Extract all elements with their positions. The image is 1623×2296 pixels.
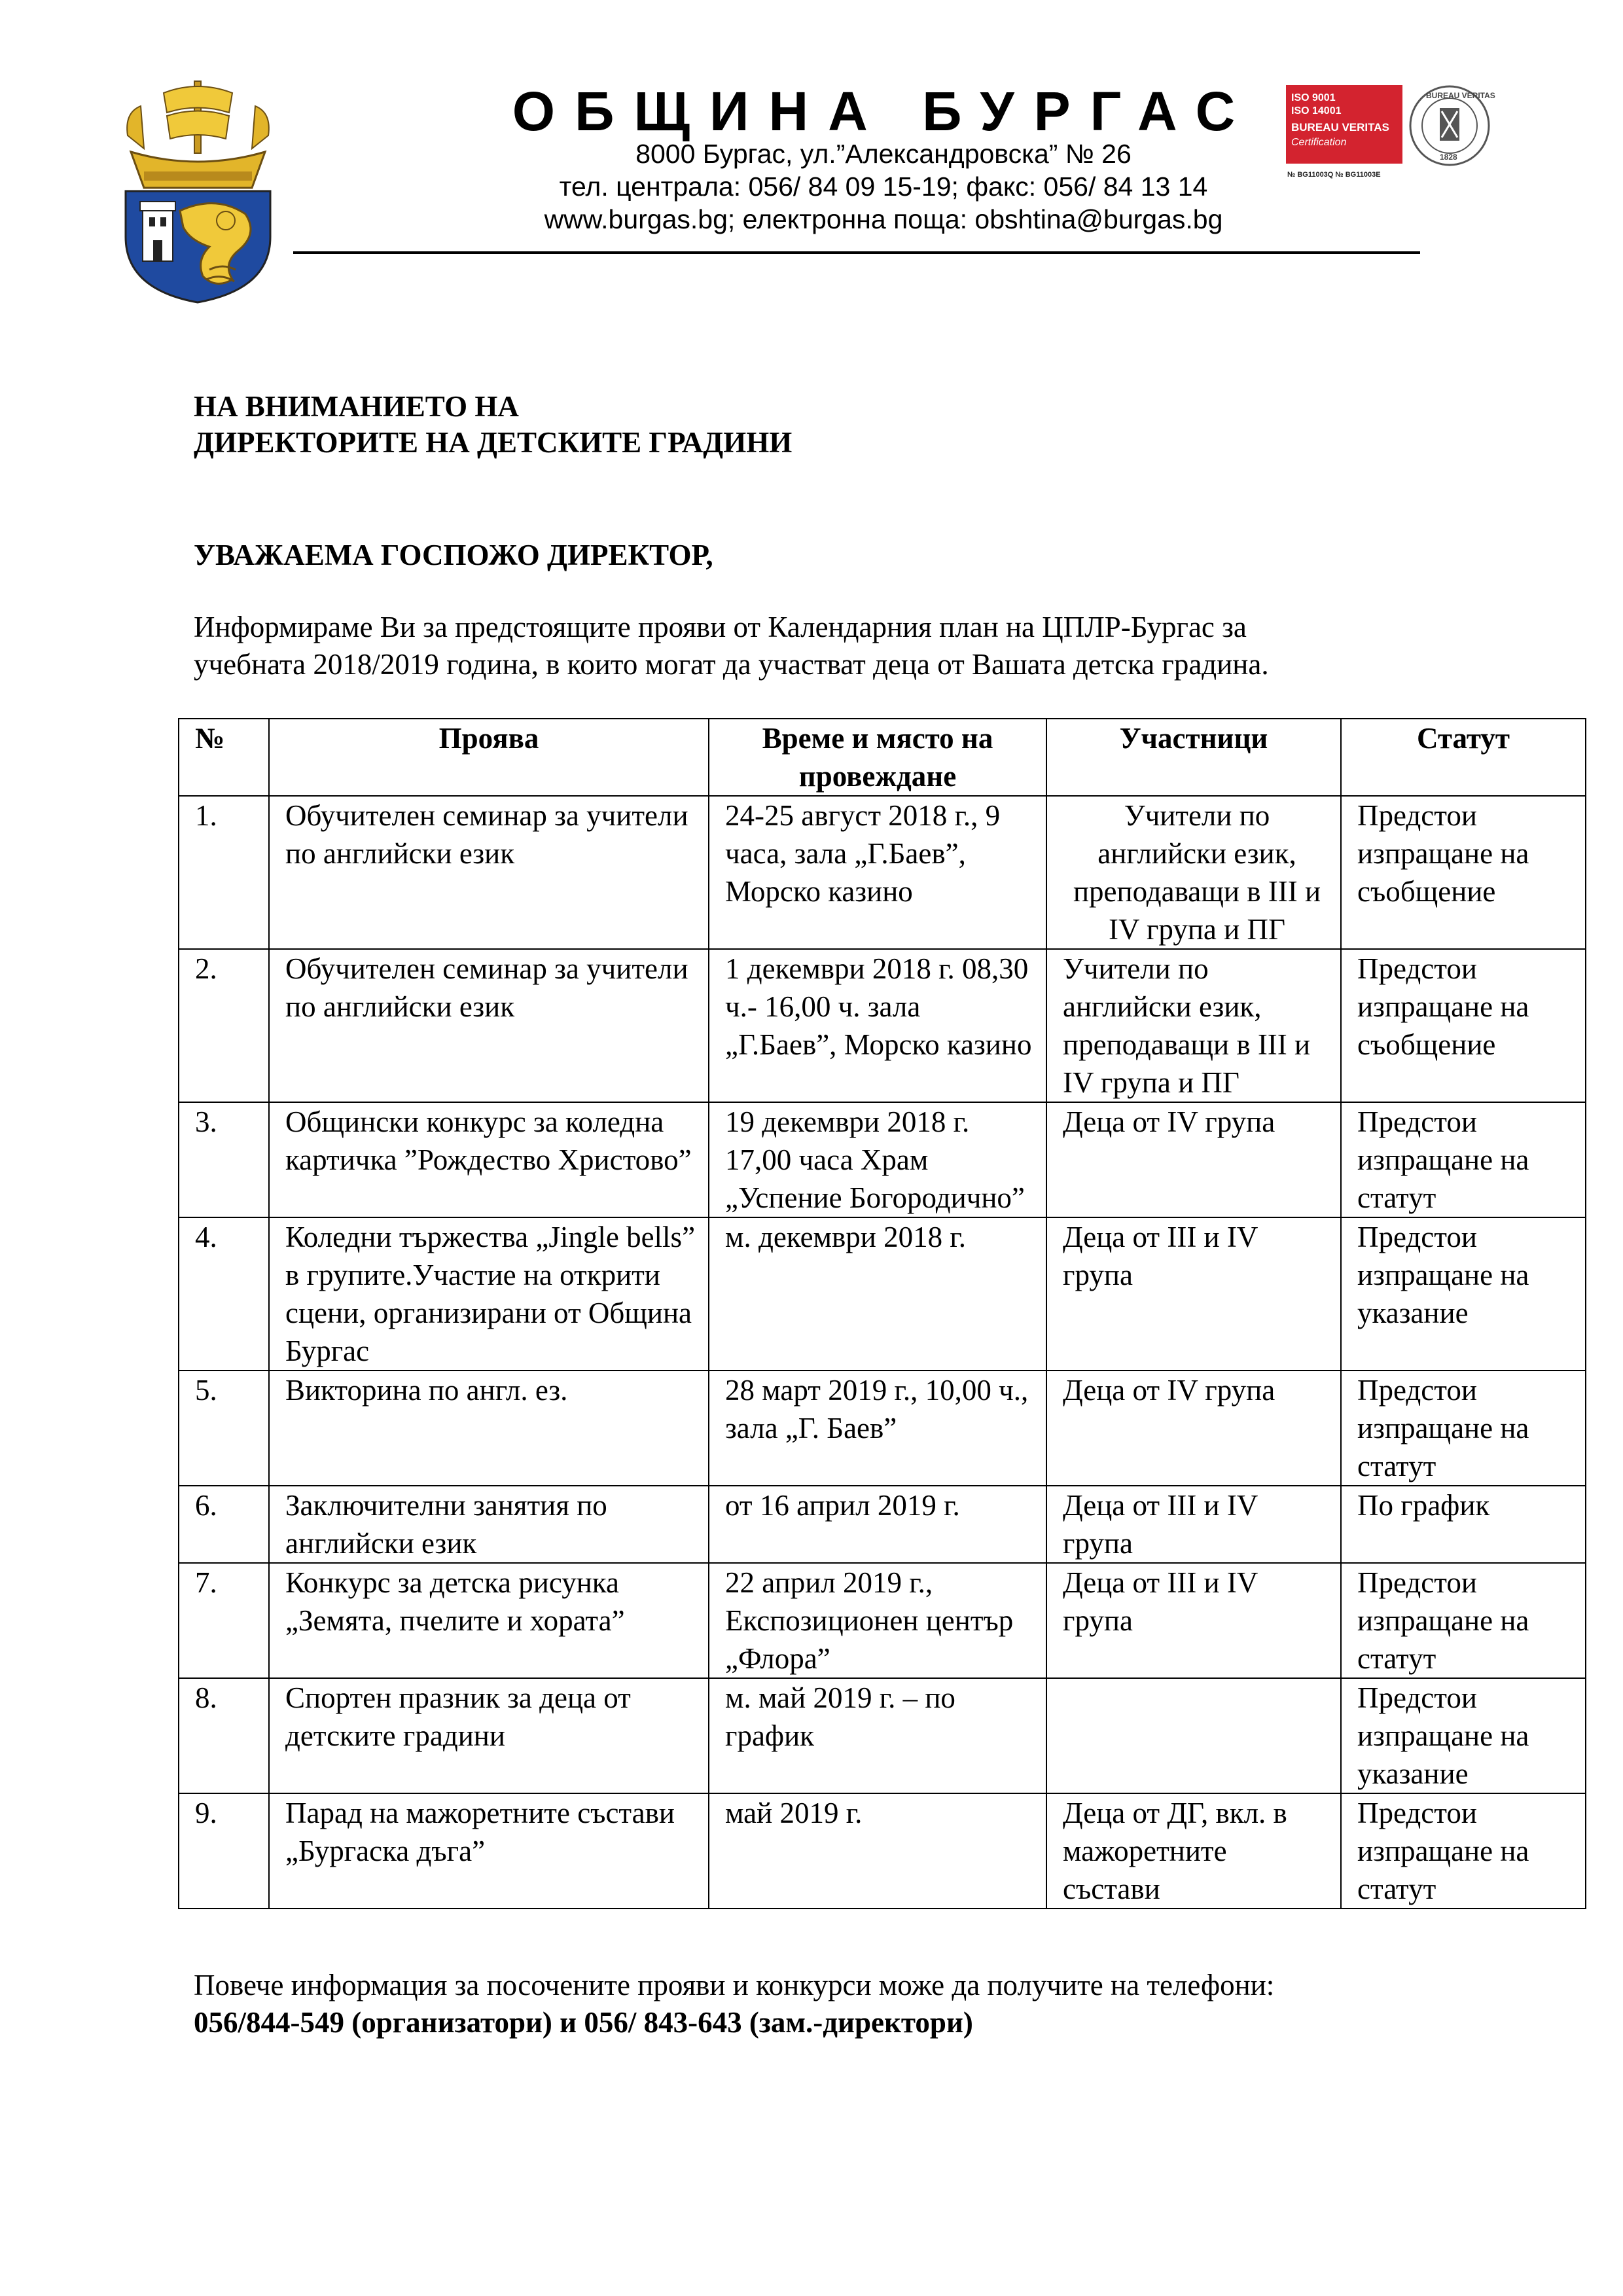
- row-participants: Деца от III и IV група: [1046, 1563, 1341, 1678]
- table-row: [179, 796, 1586, 949]
- row-number: 3.: [179, 1102, 269, 1217]
- row-number: 7.: [179, 1563, 269, 1678]
- row-number: 1.: [179, 796, 269, 949]
- row-participants: Учители по английски език, преподаващи в III и IV група и ПГ: [1046, 949, 1341, 1102]
- row-number: 4.: [179, 1217, 269, 1371]
- col-header-status: Статут: [1341, 719, 1586, 796]
- row-number: 8.: [179, 1678, 269, 1793]
- row-event: Заключителни занятия по английски език: [269, 1486, 709, 1563]
- row-time-place: 28 март 2019 г., 10,00 ч., зала „Г. Баев”: [709, 1371, 1046, 1486]
- contact-phones: 056/844-549 (организатори) и 056/ 843-643 (зам.-директори): [194, 2006, 973, 2039]
- row-number: 6.: [179, 1486, 269, 1563]
- row-status: Предстои изпращане на указание: [1341, 1217, 1586, 1371]
- row-time-place: 1 декември 2018 г. 08,30 ч.- 16,00 ч. зала „Г.Баев”, Морско казино: [709, 949, 1046, 1102]
- table-row: [179, 1217, 1586, 1371]
- table-row: [179, 1371, 1586, 1486]
- row-number: 2.: [179, 949, 269, 1102]
- intro-line-2: учебната 2018/2019 година, в които могат да участват деца от Вашата детска градина.: [194, 648, 1269, 681]
- row-event: Обучителен семинар за учители по английски език: [269, 949, 709, 1102]
- col-header-event: Проява: [269, 719, 709, 796]
- row-event: Коледни тържества „Jingle bells” в групите.Участие на открити сцени, организирани от Община Бургас: [269, 1217, 709, 1371]
- cert-seal-year: 1828: [1440, 152, 1457, 162]
- events-table: [178, 718, 1586, 1909]
- table-row: [179, 949, 1586, 1102]
- cert-line3: BUREAU VERITAS: [1291, 121, 1389, 134]
- row-participants: Деца от III и IV група: [1046, 1486, 1341, 1563]
- row-status: Предстои изпращане на съобщение: [1341, 949, 1586, 1102]
- header-address: 8000 Бургас, ул.”Александровска” № 26: [635, 139, 1132, 169]
- row-participants: [1046, 1678, 1341, 1793]
- row-event: Конкурс за детска рисунка „Земята, пчелите и хората”: [269, 1563, 709, 1678]
- table-row: [179, 1678, 1586, 1793]
- row-event: Общински конкурс за коледна картичка ”Рождество Христово”: [269, 1102, 709, 1217]
- col-header-time-place: Време и място на провеждане: [709, 719, 1046, 796]
- row-participants: Учители по английски език, преподаващи в III и IV група и ПГ: [1046, 796, 1341, 949]
- table-row: [179, 1486, 1586, 1563]
- row-participants: Деца от IV група: [1046, 1102, 1341, 1217]
- row-time-place: 22 април 2019 г., Експозиционен център „Флора”: [709, 1563, 1046, 1678]
- cert-seal-text: BUREAU VERITAS: [1426, 91, 1495, 100]
- cert-line4: Certification: [1291, 137, 1347, 148]
- row-status: Предстои изпращане на статут: [1341, 1563, 1586, 1678]
- cert-line1: ISO 9001: [1291, 92, 1336, 103]
- col-header-participants: Участници: [1046, 719, 1341, 796]
- row-time-place: от 16 април 2019 г.: [709, 1486, 1046, 1563]
- row-participants: Деца от III и IV група: [1046, 1217, 1341, 1371]
- row-event: Парад на мажоретните състави „Бургаска дъга”: [269, 1793, 709, 1909]
- row-participants: Деца от ДГ, вкл. в мажоретните състави: [1046, 1793, 1341, 1909]
- row-time-place: 19 декември 2018 г. 17,00 часа Храм „Успение Богородично”: [709, 1102, 1046, 1217]
- coat-of-arms-logo: [118, 73, 278, 304]
- header-divider: [293, 251, 1420, 254]
- row-number: 5.: [179, 1371, 269, 1486]
- header-phones: тел. централа: 056/ 84 09 15-19; факс: 056/ 84 13 14: [559, 171, 1208, 202]
- row-time-place: 24-25 август 2018 г., 9 часа, зала „Г.Баев”, Морско казино: [709, 796, 1046, 949]
- row-time-place: м. декември 2018 г.: [709, 1217, 1046, 1371]
- row-status: Предстои изпращане на статут: [1341, 1793, 1586, 1909]
- salutation: УВАЖАЕМА ГОСПОЖО ДИРЕКТОР,: [194, 539, 713, 571]
- organization-name: ОБЩИНА БУРГАС: [512, 81, 1255, 142]
- row-status: Предстои изпращане на статут: [1341, 1102, 1586, 1217]
- attention-line-2: ДИРЕКТОРИТЕ НА ДЕТСКИТЕ ГРАДИНИ: [194, 426, 793, 459]
- row-number: 9.: [179, 1793, 269, 1909]
- row-status: По график: [1341, 1486, 1586, 1563]
- row-status: Предстои изпращане на указание: [1341, 1678, 1586, 1793]
- more-info-text: Повече информация за посочените прояви и конкурси може да получите на телефони:: [194, 1969, 1275, 2001]
- header-contacts: www.burgas.bg; електронна поща: obshtina@burgas.bg: [544, 204, 1223, 234]
- cert-numbers: № BG11003Q № BG11003E: [1287, 171, 1381, 179]
- intro-line-1: Информираме Ви за предстоящите прояви от Календарния план на ЦПЛР-Бургас за: [194, 611, 1247, 643]
- row-status: Предстои изпращане на статут: [1341, 1371, 1586, 1486]
- row-status: Предстои изпращане на съобщение: [1341, 796, 1586, 949]
- row-participants: Деца от IV група: [1046, 1371, 1341, 1486]
- row-time-place: м. май 2019 г. – по график: [709, 1678, 1046, 1793]
- row-event: Спортен празник за деца от детските градини: [269, 1678, 709, 1793]
- attention-line-1: НА ВНИМАНИЕТО НА: [194, 390, 519, 423]
- col-header-number: №: [179, 719, 269, 796]
- row-event: Обучителен семинар за учители по английски език: [269, 796, 709, 949]
- table-row: [179, 1793, 1586, 1909]
- table-header-row: [179, 719, 1586, 796]
- row-event: Викторина по англ. ез.: [269, 1371, 709, 1486]
- row-time-place: май 2019 г.: [709, 1793, 1046, 1909]
- table-row: [179, 1102, 1586, 1217]
- table-row: [179, 1563, 1586, 1678]
- cert-line2: ISO 14001: [1291, 105, 1342, 117]
